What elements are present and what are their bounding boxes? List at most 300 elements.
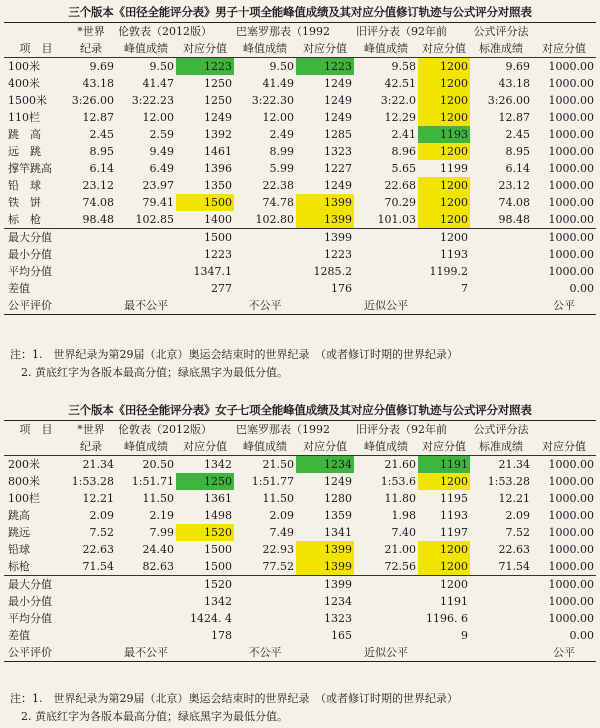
men-table-row-cell-2: 9.50 <box>149 60 174 73</box>
women-table-row-cell-1: 7.52 <box>89 526 114 539</box>
men-table-row-cell-2: 23.97 <box>142 179 174 192</box>
women-summary-row-cell-7: 9 <box>461 629 468 642</box>
women-table-row-cell-1: 2.09 <box>89 509 114 522</box>
men-table-row-cell-1: 8.95 <box>89 145 114 158</box>
men-table-row-cell-2: 79.41 <box>142 196 174 209</box>
men-table-row-cell-8: 43.18 <box>498 77 530 90</box>
men-summary-row-cell-0: 最小分值 <box>8 248 52 261</box>
men-table-row-cell-4: 5.99 <box>269 162 294 175</box>
women-header-row-1-cell-2: 伦敦表（2012版） <box>116 421 176 439</box>
women-table-row-cell-8: 12.21 <box>498 492 530 505</box>
women-table-row-cell-6: 7.40 <box>391 526 416 539</box>
women-table-row-cell-3: 1498 <box>204 509 232 522</box>
women-table-row-cell-5: 1359 <box>324 509 352 522</box>
men-table-row <box>4 126 596 143</box>
women-summary-row-cell-8 <box>470 576 532 594</box>
men-header-row-2-cell-3: 对应分值 <box>176 40 234 58</box>
men-summary-row-cell-3: 277 <box>211 282 232 295</box>
men-summary-row <box>4 229 596 247</box>
women-header-row-1-cell-9 <box>532 421 596 439</box>
men-table-row-cell-2: 41.47 <box>142 77 174 90</box>
men-evaluation-row-cell-3 <box>176 297 234 315</box>
men-table-row <box>4 194 596 211</box>
women-table-row-cell-9: 1000.00 <box>548 458 594 471</box>
men-table-row-cell-4: 3:22.30 <box>251 94 294 107</box>
women-summary-row <box>4 627 596 644</box>
women-table-row-cell-6: 21.60 <box>384 458 416 471</box>
men-header-row-1-cell-1: *世界 <box>66 23 116 41</box>
women-table-row-cell-4: 77.52 <box>262 560 294 573</box>
men-table-row-cell-5: 1399 <box>296 211 354 229</box>
men-table-row-cell-0: 撑竿跳高 <box>8 162 52 175</box>
men-summary-row-cell-5: 176 <box>331 282 352 295</box>
men-evaluation-row-cell-0: 公平评价 <box>4 297 66 315</box>
women-summary-row-cell-8 <box>470 627 532 644</box>
men-summary-row <box>4 246 596 263</box>
women-evaluation-row-cell-4: 不公平 <box>234 644 296 662</box>
men-table-row-cell-6: 2.41 <box>391 128 416 141</box>
men-table-row-cell-5: 1249 <box>324 179 352 192</box>
men-header-row-2-cell-0: 项 目 <box>4 40 66 58</box>
men-table-row-cell-4: 2.49 <box>269 128 294 141</box>
men-table-row-cell-1: 43.18 <box>82 77 114 90</box>
men-table-row-cell-8: 3:26.00 <box>487 94 530 107</box>
men-summary-row-cell-3: 1347.1 <box>193 265 232 278</box>
women-table-row-cell-2: 82.63 <box>142 560 174 573</box>
women-summary-row-cell-9: 1000.00 <box>532 576 596 594</box>
men-table-row-cell-9: 1000.00 <box>548 77 594 90</box>
men-summary-row-cell-7: 1199.2 <box>429 265 468 278</box>
men-table-row-cell-2: 12.00 <box>142 111 174 124</box>
men-table-row-cell-8: 8.95 <box>505 145 530 158</box>
women-table-row-cell-9: 1000.00 <box>548 543 594 556</box>
men-table-row-cell-7: 1200 <box>418 92 470 109</box>
men-table-row-cell-9: 1000.00 <box>548 145 594 158</box>
women-evaluation-row <box>4 644 596 662</box>
men-table-row-cell-5: 1249 <box>324 94 352 107</box>
men-table-row-cell-1: 9.69 <box>89 60 114 73</box>
women-summary-row-cell-2 <box>116 593 176 610</box>
women-summary-row-cell-1 <box>66 627 116 644</box>
men-summary-row-cell-1 <box>66 246 116 263</box>
women-table-row-cell-9: 1000.00 <box>548 509 594 522</box>
men-summary-row-cell-9: 1000.00 <box>548 265 594 278</box>
women-table-title: 三个版本《田径全能评分表》女子七项全能峰值成绩及其对应分值修订轨迹与公式评分对照表 <box>68 403 532 417</box>
women-table-row-cell-5: 1280 <box>324 492 352 505</box>
men-evaluation-row-cell-7 <box>418 297 470 315</box>
men-table-row-cell-4: 22.38 <box>262 179 294 192</box>
women-table-row-cell-5: 1399 <box>296 558 354 576</box>
men-table-row-cell-3: 1249 <box>204 111 232 124</box>
women-table-row-cell-8: 2.09 <box>505 509 530 522</box>
men-table-row-cell-6: 8.96 <box>391 145 416 158</box>
women-summary-row-cell-6 <box>354 576 418 594</box>
men-table-row-cell-3: 1250 <box>204 94 232 107</box>
men-header-row-1-cell-2: 伦敦表（2012版） <box>116 23 176 41</box>
women-table-row-cell-0: 跳远 <box>8 526 30 539</box>
men-table-row-cell-8: 98.48 <box>498 213 530 226</box>
men-table-row-cell-6: 22.68 <box>384 179 416 192</box>
men-note-1: 注：1. 世界纪录为第29届（北京）奥运会结束时的世界纪录 （或者修订时期的世界纪录） <box>10 348 458 361</box>
women-summary-row-cell-0: 平均分值 <box>8 612 52 625</box>
women-summary-row-cell-1 <box>66 610 116 627</box>
women-table-row-cell-2: 2.19 <box>149 509 174 522</box>
women-header-row-1-cell-8: 公式评分法 <box>470 421 532 439</box>
men-table-row-cell-1: 98.48 <box>82 213 114 226</box>
men-summary-row-cell-9: 0.00 <box>569 282 594 295</box>
women-table-row-cell-7: 1197 <box>440 526 468 539</box>
women-summary-row-cell-5: 165 <box>331 629 352 642</box>
men-summary-row-cell-8 <box>470 246 532 263</box>
women-table-row-cell-7: 1193 <box>440 509 468 522</box>
men-table-row-cell-8: 23.12 <box>498 179 530 192</box>
men-table-row-cell-7: 1200 <box>418 143 470 160</box>
men-header-row-1-cell-8: 公式评分法 <box>470 23 532 41</box>
men-table-row-cell-8: 6.14 <box>505 162 530 175</box>
men-summary-row-cell-6 <box>354 280 418 297</box>
women-table-row-cell-3: 1250 <box>176 473 234 490</box>
men-summary-row-cell-8 <box>470 280 532 297</box>
men-header-row-2-cell-6: 峰值成绩 <box>354 40 418 58</box>
men-header-row-2 <box>4 40 596 58</box>
women-table-row-cell-2: 7.99 <box>149 526 174 539</box>
men-table-row-cell-6: 3:22.0 <box>380 94 416 107</box>
men-table-row-cell-7: 1199 <box>440 162 468 175</box>
men-table-row <box>4 143 596 160</box>
women-evaluation-row-cell-2: 最不公平 <box>116 644 176 662</box>
men-header-row-2-cell-4: 峰值成绩 <box>234 40 296 58</box>
women-table-row-cell-9: 1000.00 <box>548 492 594 505</box>
men-table-row-cell-2: 102.85 <box>135 213 174 226</box>
men-table-row <box>4 92 596 109</box>
women-table-row <box>4 541 596 558</box>
men-table-row-cell-3: 1500 <box>176 194 234 211</box>
men-table-row-cell-9: 1000.00 <box>548 179 594 192</box>
women-table-row-cell-0: 跳高 <box>8 509 30 522</box>
women-table-row <box>4 558 596 576</box>
men-table-row <box>4 75 596 92</box>
women-table-row-cell-1: 71.54 <box>82 560 114 573</box>
men-table-row-cell-3: 1461 <box>204 145 232 158</box>
women-summary-row-cell-4 <box>234 627 296 644</box>
women-table-row <box>4 490 596 507</box>
women-summary-row-cell-5: 1399 <box>296 576 354 594</box>
men-table-row <box>4 211 596 229</box>
women-summary-row-cell-2 <box>116 576 176 594</box>
women-summary-row-cell-9: 1000.00 <box>548 612 594 625</box>
women-table-row-cell-8: 71.54 <box>498 560 530 573</box>
women-summary-row-cell-9: 0.00 <box>569 629 594 642</box>
men-header-row-1-cell-4: 巴塞罗那表（1992 <box>234 23 296 41</box>
women-table-row-cell-4: 22.93 <box>262 543 294 556</box>
women-summary-row-cell-7: 1196. 6 <box>426 612 468 625</box>
women-evaluation-row-cell-3 <box>176 644 234 662</box>
men-summary-row-cell-1 <box>66 229 116 247</box>
women-table-row-cell-1: 22.63 <box>82 543 114 556</box>
men-table-row-cell-3: 1350 <box>204 179 232 192</box>
men-summary-row-cell-7: 1193 <box>440 248 468 261</box>
men-summary-row-cell-4 <box>234 263 296 280</box>
men-summary-row-cell-2 <box>116 280 176 297</box>
women-table-row <box>4 524 596 541</box>
women-summary-row-cell-5: 1234 <box>324 595 352 608</box>
women-table-row-cell-7: 1200 <box>418 558 470 576</box>
men-table-row-cell-6: 9.58 <box>391 60 416 73</box>
men-header-row-1 <box>4 23 596 41</box>
women-table-row-cell-7: 1200 <box>418 541 470 558</box>
women-evaluation-row-cell-1 <box>66 644 116 662</box>
men-table-row-cell-3: 1392 <box>204 128 232 141</box>
men-table-row-cell-7: 1200 <box>418 194 470 211</box>
men-note-2: 2. 黄底红字为各版本最高分值；绿底黑字为最低分值。 <box>10 366 288 379</box>
men-summary-row-cell-2 <box>116 246 176 263</box>
men-table-row-cell-9: 1000.00 <box>548 60 594 73</box>
women-summary-row-cell-7: 1191 <box>440 595 468 608</box>
men-summary-row-cell-3: 1223 <box>204 248 232 261</box>
women-header-row-1 <box>4 421 596 439</box>
men-summary-row-cell-5: 1285.2 <box>313 265 352 278</box>
men-summary-row-cell-4 <box>234 280 296 297</box>
men-table-row-cell-9: 1000.00 <box>548 128 594 141</box>
women-table-row-cell-9: 1000.00 <box>548 526 594 539</box>
women-table-row <box>4 507 596 524</box>
women-evaluation-row-cell-8 <box>470 644 532 662</box>
men-table-row-cell-8: 74.08 <box>498 196 530 209</box>
men-table-row-cell-8: 9.69 <box>505 60 530 73</box>
men-table-row-cell-8: 2.45 <box>505 128 530 141</box>
women-summary-row-cell-6 <box>354 627 418 644</box>
women-table-row <box>4 473 596 490</box>
women-table-row-cell-1: 1:53.28 <box>71 475 114 488</box>
women-summary-row-cell-3: 1424. 4 <box>190 612 232 625</box>
men-header-row-2-cell-5: 对应分值 <box>296 40 354 58</box>
women-table-row-cell-4: 2.09 <box>269 509 294 522</box>
men-summary-row-cell-7: 1200 <box>418 229 470 247</box>
women-table-row-cell-2: 1:51.71 <box>131 475 174 488</box>
men-table <box>4 22 596 315</box>
women-table-row-cell-8: 21.34 <box>498 458 530 471</box>
men-table-row-cell-9: 1000.00 <box>548 94 594 107</box>
men-table-row-cell-6: 42.51 <box>384 77 416 90</box>
men-table-row-cell-5: 1227 <box>324 162 352 175</box>
men-table-row-cell-4: 8.99 <box>269 145 294 158</box>
women-table-row-cell-7: 1200 <box>418 473 470 490</box>
women-table-row-cell-2: 24.40 <box>142 543 174 556</box>
women-header-row-2 <box>4 438 596 456</box>
men-summary-row-cell-3: 1500 <box>176 229 234 247</box>
men-summary-row-cell-6 <box>354 229 418 247</box>
men-table-row-cell-5: 1323 <box>324 145 352 158</box>
men-table-row-cell-0: 400米 <box>8 77 40 90</box>
men-table-row-cell-0: 标 枪 <box>8 213 41 226</box>
women-summary-row-cell-3: 1342 <box>204 595 232 608</box>
women-evaluation-row-cell-5 <box>296 644 354 662</box>
women-table-row-cell-0: 铅球 <box>8 543 30 556</box>
women-header-row-2-cell-3: 对应分值 <box>176 438 234 456</box>
women-summary-row-cell-8 <box>470 593 532 610</box>
women-table-row-cell-6: 1:53.6 <box>380 475 416 488</box>
women-header-row-1-cell-4: 巴塞罗那表（1992 <box>234 421 296 439</box>
women-summary-row-cell-3: 1520 <box>176 576 234 594</box>
men-table-row-cell-1: 23.12 <box>82 179 114 192</box>
women-header-row-2-cell-5: 对应分值 <box>296 438 354 456</box>
men-table-row-cell-9: 1000.00 <box>548 162 594 175</box>
men-table-row-cell-0: 110栏 <box>8 111 40 124</box>
men-summary-row-cell-7: 7 <box>461 282 468 295</box>
men-table-row-cell-7: 1200 <box>418 58 470 76</box>
women-summary-row-cell-5: 1323 <box>324 612 352 625</box>
men-evaluation-row <box>4 297 596 315</box>
men-table-row-cell-5: 1249 <box>324 77 352 90</box>
men-table-row-cell-9: 1000.00 <box>548 111 594 124</box>
women-summary-row <box>4 593 596 610</box>
men-summary-row-cell-1 <box>66 263 116 280</box>
women-header-row-2-cell-1: 纪录 <box>66 438 116 456</box>
men-table-row-cell-0: 铅 球 <box>8 179 41 192</box>
women-header-row-2-cell-2: 峰值成绩 <box>116 438 176 456</box>
women-summary-row-cell-0: 最大分值 <box>4 576 66 594</box>
men-header-row-2-cell-9: 对应分值 <box>532 40 596 58</box>
men-table-title: 三个版本《田径全能评分表》男子十项全能峰值成绩及其对应分值修订轨迹与公式评分对照表 <box>68 5 532 19</box>
women-table-row-cell-3: 1500 <box>204 560 232 573</box>
women-table-row-cell-6: 72.56 <box>384 560 416 573</box>
women-table-row-cell-4: 1:51.77 <box>251 475 294 488</box>
women-table <box>4 420 596 662</box>
men-table-row-cell-4: 41.49 <box>262 77 294 90</box>
women-summary-row-cell-9: 1000.00 <box>548 595 594 608</box>
men-summary-row-cell-1 <box>66 280 116 297</box>
men-table-row-cell-5: 1223 <box>296 58 354 76</box>
men-table-row-cell-1: 74.08 <box>82 196 114 209</box>
men-summary-row-cell-6 <box>354 246 418 263</box>
women-header-row-2-cell-4: 峰值成绩 <box>234 438 296 456</box>
women-header-row-1-cell-1: *世界 <box>66 421 116 439</box>
men-table-row-cell-1: 6.14 <box>89 162 114 175</box>
men-table-row <box>4 160 596 177</box>
men-header-row-2-cell-1: 纪录 <box>66 40 116 58</box>
men-header-row-2-cell-8: 标准成绩 <box>470 40 532 58</box>
women-evaluation-row-cell-9: 公平 <box>532 644 596 662</box>
men-table-row-cell-9: 1000.00 <box>548 196 594 209</box>
men-summary-row-cell-6 <box>354 263 418 280</box>
women-table-row-cell-2: 20.50 <box>142 458 174 471</box>
women-table-row-cell-0: 标枪 <box>8 560 30 573</box>
women-summary-row-cell-6 <box>354 593 418 610</box>
women-table-row <box>4 456 596 474</box>
men-table-row-cell-3: 1223 <box>176 58 234 76</box>
women-evaluation-row-cell-6: 近似公平 <box>354 644 418 662</box>
men-header-row-1-cell-9 <box>532 23 596 41</box>
men-summary-row-cell-2 <box>116 229 176 247</box>
women-table-row-cell-5: 1249 <box>324 475 352 488</box>
men-summary-row-cell-4 <box>234 246 296 263</box>
men-table-row-cell-2: 9.49 <box>149 145 174 158</box>
women-table-row-cell-4: 7.49 <box>269 526 294 539</box>
men-summary-row-cell-4 <box>234 229 296 247</box>
women-note-1: 注：1. 世界纪录为第29届（北京）奥运会结束时的世界纪录 （或者修订时期的世界纪录） <box>10 692 458 705</box>
women-header-row-1-cell-0: 项 目 <box>4 421 66 439</box>
women-table-row-cell-0: 800米 <box>8 475 40 488</box>
women-table-row-cell-6: 11.80 <box>384 492 416 505</box>
women-table-row-cell-3: 1520 <box>176 524 234 541</box>
women-table-row-cell-3: 1361 <box>204 492 232 505</box>
women-summary-row-cell-7: 1200 <box>418 576 470 594</box>
men-evaluation-row-cell-9: 公平 <box>532 297 596 315</box>
women-table-row-cell-8: 1:53.28 <box>487 475 530 488</box>
men-table-row-cell-6: 70.29 <box>384 196 416 209</box>
men-evaluation-row-cell-8 <box>470 297 532 315</box>
women-summary-row-cell-8 <box>470 610 532 627</box>
men-evaluation-row-cell-4: 不公平 <box>234 297 296 315</box>
women-table-row-cell-6: 1.98 <box>391 509 416 522</box>
men-summary-row-cell-8 <box>470 263 532 280</box>
men-table-row-cell-0: 铁 饼 <box>8 196 41 209</box>
women-table-row-cell-4: 21.50 <box>262 458 294 471</box>
women-summary-row-cell-0: 差值 <box>8 629 30 642</box>
men-table-row-cell-9: 1000.00 <box>548 213 594 226</box>
women-table-row-cell-7: 1195 <box>440 492 468 505</box>
men-table-row-cell-4: 9.50 <box>269 60 294 73</box>
men-table-row <box>4 109 596 126</box>
women-header-row-2-cell-6: 峰值成绩 <box>354 438 418 456</box>
men-table-row-cell-7: 1200 <box>418 75 470 92</box>
men-table-row-cell-7: 1200 <box>418 109 470 126</box>
men-table-row-cell-8: 12.87 <box>498 111 530 124</box>
men-evaluation-row-cell-1 <box>66 297 116 315</box>
men-summary-row-cell-9: 1000.00 <box>532 229 596 247</box>
men-evaluation-row-cell-6: 近似公平 <box>354 297 418 315</box>
women-header-row-2-cell-8: 标准成绩 <box>470 438 532 456</box>
women-evaluation-row-cell-7 <box>418 644 470 662</box>
women-header-row-2-cell-9: 对应分值 <box>532 438 596 456</box>
men-table-row-cell-1: 2.45 <box>89 128 114 141</box>
men-summary-row-cell-0: 差值 <box>8 282 30 295</box>
men-table-row-cell-2: 2.59 <box>149 128 174 141</box>
men-table-row-cell-5: 1249 <box>324 111 352 124</box>
men-table-row-cell-6: 101.03 <box>377 213 416 226</box>
men-table-row-cell-0: 1500米 <box>8 94 47 107</box>
men-table-row-cell-6: 5.65 <box>391 162 416 175</box>
men-summary-row-cell-5: 1223 <box>324 248 352 261</box>
women-table-row-cell-1: 21.34 <box>82 458 114 471</box>
men-summary-row-cell-9: 1000.00 <box>548 248 594 261</box>
women-summary-row-cell-1 <box>66 576 116 594</box>
men-table-row-cell-2: 6.49 <box>149 162 174 175</box>
men-table-row <box>4 177 596 194</box>
women-table-row-cell-3: 1500 <box>204 543 232 556</box>
men-summary-row-cell-5: 1399 <box>296 229 354 247</box>
women-summary-row-cell-6 <box>354 610 418 627</box>
women-table-row-cell-0: 200米 <box>8 458 40 471</box>
women-summary-row-cell-2 <box>116 610 176 627</box>
women-table-row-cell-5: 1234 <box>296 456 354 474</box>
men-table-row-cell-5: 1399 <box>296 194 354 211</box>
women-header-row-2-cell-7: 对应分值 <box>418 438 470 456</box>
women-summary-row-cell-4 <box>234 576 296 594</box>
men-header-row-2-cell-7: 对应分值 <box>418 40 470 58</box>
women-note-2: 2. 黄底红字为各版本最高分值；绿底黑字为最低分值。 <box>10 710 288 723</box>
men-summary-row-cell-0: 最大分值 <box>4 229 66 247</box>
men-table-row-cell-3: 1396 <box>204 162 232 175</box>
men-table-row-cell-2: 3:22.23 <box>131 94 174 107</box>
women-table-row-cell-4: 11.50 <box>262 492 294 505</box>
women-table-row-cell-5: 1341 <box>324 526 352 539</box>
women-table-row-cell-9: 1000.00 <box>548 475 594 488</box>
women-table-row-cell-1: 12.21 <box>82 492 114 505</box>
women-summary-row-cell-4 <box>234 593 296 610</box>
women-table-row-cell-6: 21.00 <box>384 543 416 556</box>
women-table-row-cell-5: 1399 <box>296 541 354 558</box>
